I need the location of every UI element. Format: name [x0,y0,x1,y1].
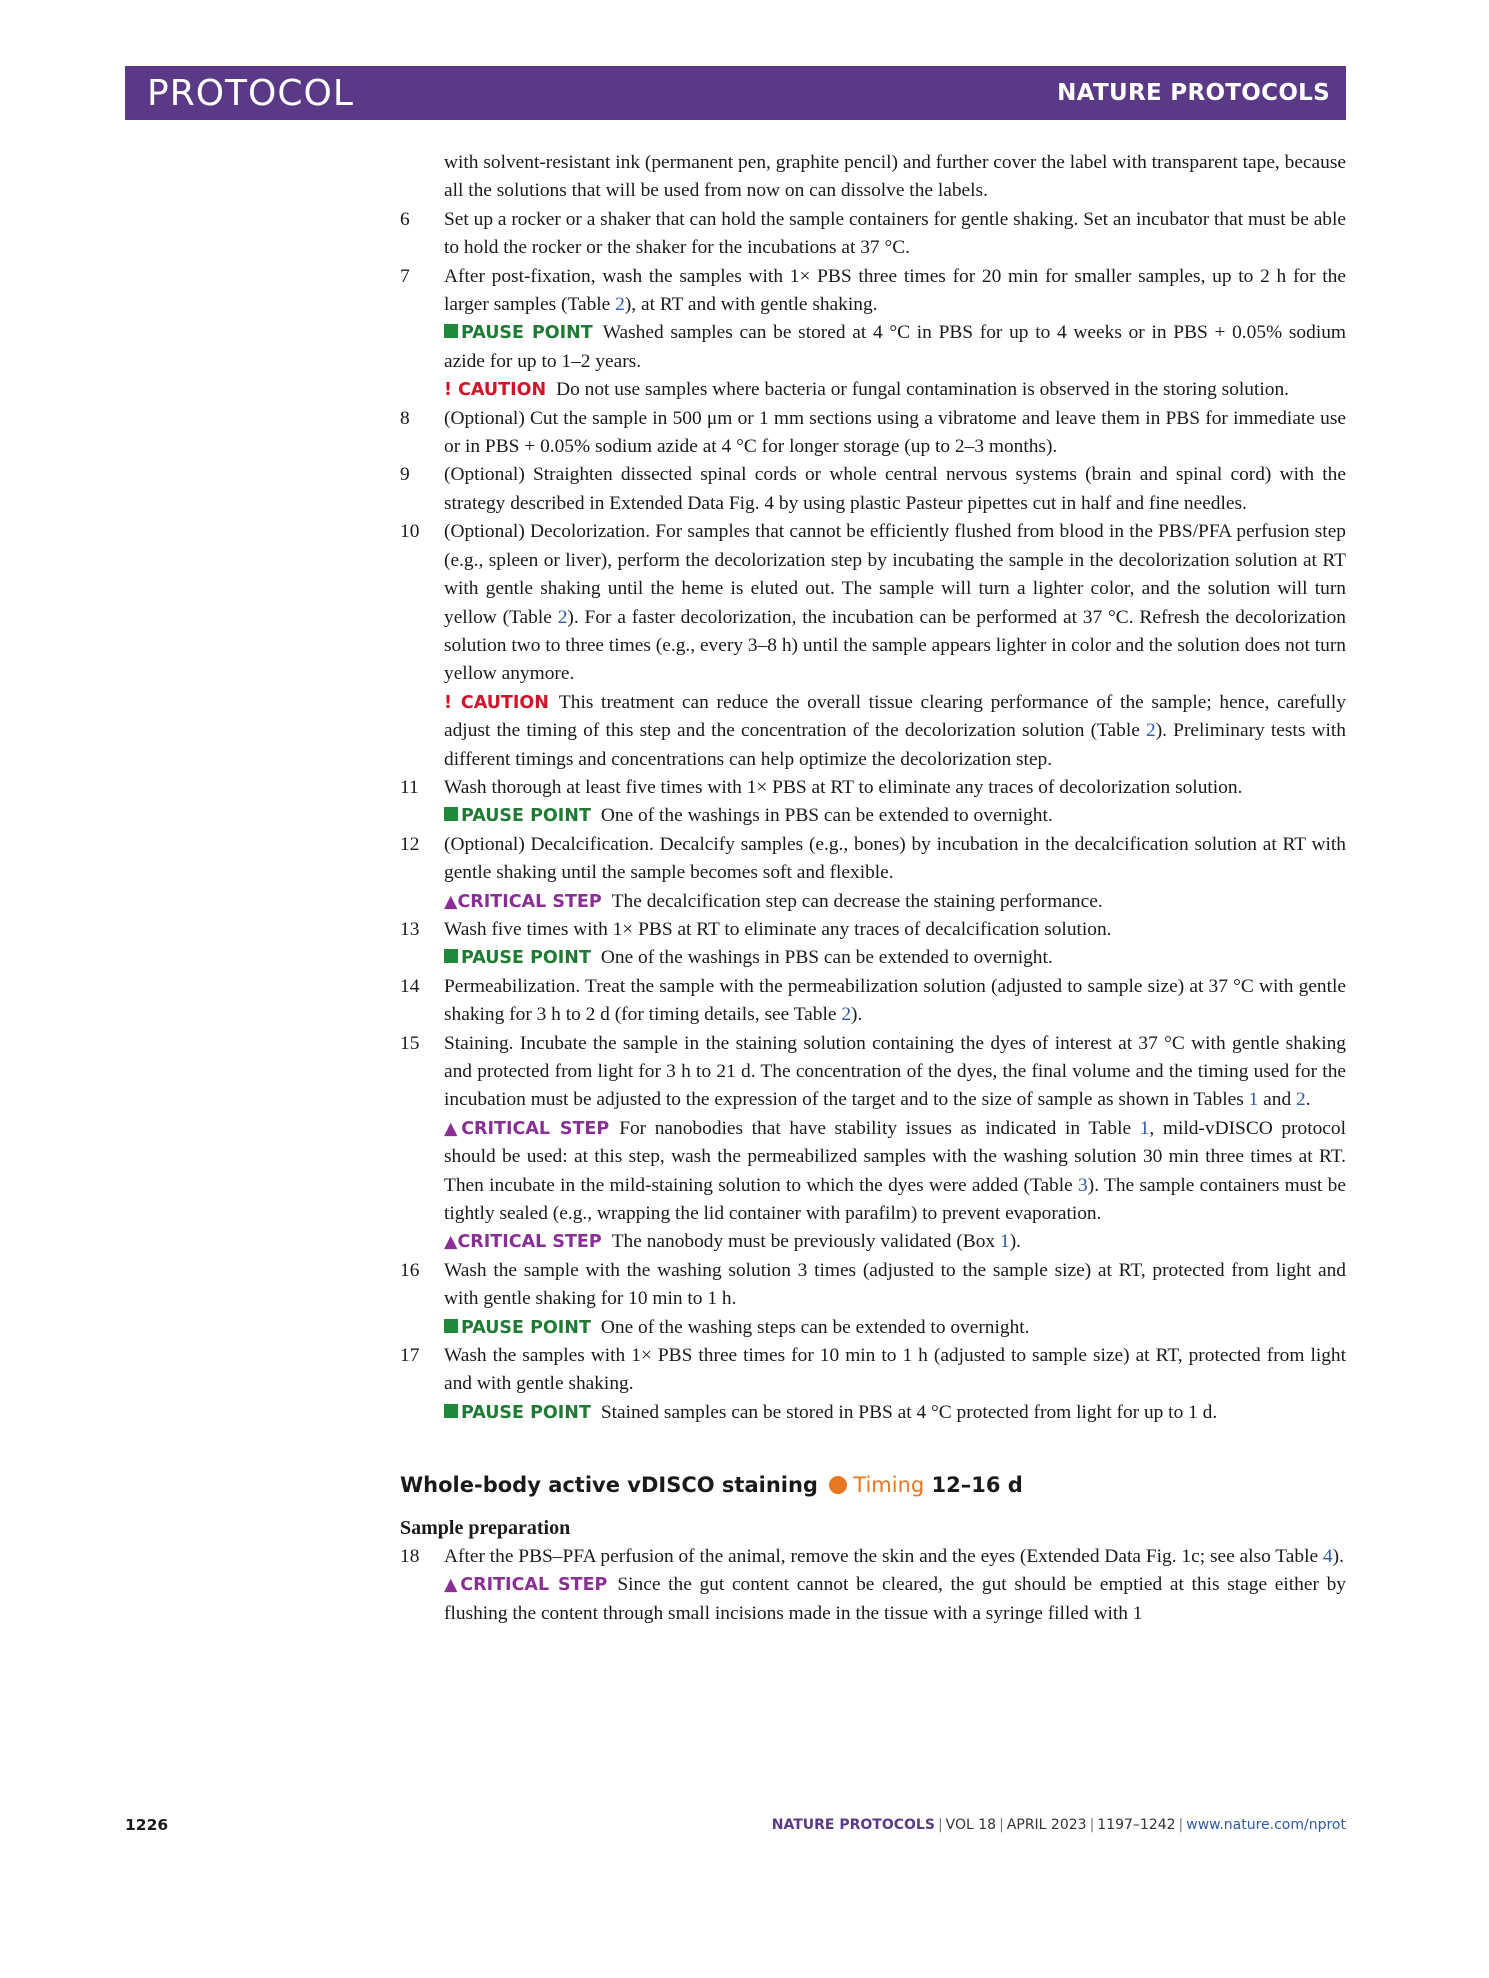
timing-label: Timing [853,1473,925,1498]
critical-step-note: ▲CRITICAL STEP Since the gut content cannot be cleared, the gut should be emptied at this stage either by flushing the content through small incisions made in the tissue with a syringe filled with 1 [444,1574,1346,1624]
sub-heading: Sample preparation [400,1517,571,1540]
step-number: 6 [400,208,410,230]
critical-step-label: ▲CRITICAL STEP [444,1575,608,1596]
step-number: 7 [400,265,410,287]
step-text: (Optional) Straighten dissected spinal cords or whole central nervous systems (brain and spinal cord) with the strategy described in Extended Data Fig. 4 by using plastic Pasteur pipettes cut in half and fine needles. [444,464,1346,514]
pause-square-icon [444,1319,458,1333]
step-15 [400,1030,1346,1115]
step-text: Wash five times with 1× PBS at RT to eliminate any traces of decalcification solution. [444,918,1112,940]
step-text: (Optional) Decolorization. For samples that cannot be efficiently flushed from blood in the PBS/PFA perfusion step (e.g., spleen or liver), perform the decolorization step by incubating the sample in the decolorization solution at RT with gentle shaking until the heme is eluted out. The sample will turn a lighter color, and the solution will turn yellow (Table 2). For a faster decolorization, the incubation can be performed at 37 °C. Refresh the decolorization solution two to three times (e.g., every 3–8 h) until the sample appears lighter in color and the solution does not turn yellow anymore. [444,521,1346,685]
step-12 [400,831,1346,888]
pause-point-note: PAUSE POINT One of the washing steps can be extended to overnight. [400,1314,1346,1342]
step-7 [400,263,1346,320]
footer-date: APRIL 2023 [1006,1817,1087,1833]
step-text: (Optional) Cut the sample in 500 μm or 1 mm sections using a vibratome and leave them in PBS for immediate use or in PBS + 0.05% sodium azide at 4 °C for longer storage (up to 2–3 months). [444,407,1346,458]
step-text: Wash the sample with the washing solution 3 times (adjusted to the sample size) at RT, protected from light and with gentle shaking for 10 min to 1 h. [444,1259,1346,1310]
footer-pages: 1197–1242 [1097,1817,1176,1833]
table-ref-link[interactable]: 2 [1146,720,1156,742]
critical-step-note: ▲CRITICAL STEP The nanobody must be previously validated (Box 1). [444,1231,1021,1253]
critical-step-note: ▲CRITICAL STEP The decalcification step can decrease the staining performance. [444,890,1103,912]
caution-label: ! CAUTION [444,692,549,713]
page-number: 1226 [125,1816,169,1834]
table-ref-link[interactable]: 4 [1322,1545,1333,1567]
timing-dot-icon [829,1476,847,1494]
step-text: Wash thorough at least five times with 1× PBS at RT to eliminate any traces of decolorization solution. [444,776,1243,798]
section-heading [400,1470,1346,1500]
step-17 [400,1342,1346,1399]
footer-citation: NATURE PROTOCOLS | VOL 18 | APRIL 2023 | 1197–1242 | www.nature.com/nprot [771,1817,1346,1833]
critical-step-label: ▲CRITICAL STEP [444,1232,602,1253]
step-9 [400,461,1346,518]
step-text: After post-fixation, wash the samples with 1× PBS three times for 20 min for smaller samples, up to 2 h for the larger samples (Table 2), at RT and with gentle shaking. [444,265,1346,316]
critical-step-label: ▲CRITICAL STEP [444,1118,610,1139]
pause-point-label: PAUSE POINT [444,323,593,343]
journal-url-link[interactable]: www.nature.com/nprot [1186,1817,1346,1833]
step-number: 13 [400,918,420,940]
footer-journal: NATURE PROTOCOLS [771,1817,935,1833]
step-continuation: with solvent-resistant ink (permanent pen, graphite pencil) and further cover the label with transparent tape, because all the solutions that will be used from now on can dissolve the labels. [444,152,1346,202]
step-18 [400,1543,1346,1571]
step-number: 10 [400,521,420,543]
table-ref-link[interactable]: 2 [841,1004,852,1026]
pause-point-label: PAUSE POINT [444,948,591,968]
step-text: (Optional) Decalcification. Decalcify samples (e.g., bones) by incubation in the decalcification solution at RT with gentle shaking until the sample becomes soft and flexible. [444,833,1346,884]
journal-name-header: NATURE PROTOCOLS [1057,80,1330,106]
table-ref-link[interactable]: 3 [1078,1174,1088,1196]
section-type-label: PROTOCOL [147,72,354,114]
table-ref-link[interactable]: 2 [615,294,625,316]
step-6 [400,206,1346,263]
timing-value: 12–16 d [931,1473,1023,1498]
step-text: Staining. Incubate the sample in the staining solution containing the dyes of interest at 37 °C with gentle shaking and protected from light for 3 h to 21 d. The concentration of the dyes, the final volume and the timing used for the incubation must be adjusted to the expression of the target and to the size of sample as shown in Tables 1 and 2. [444,1032,1346,1111]
caution-note: ! CAUTION Do not use samples where bacteria or fungal contamination is observed in the storing solution. [444,379,1290,401]
section-title: Whole-body active vDISCO staining [400,1473,818,1498]
step-text: Permeabilization. Treat the sample with the permeabilization solution (adjusted to sample size) at 37 °C with gentle shaking for 3 h to 2 d (for timing details, see Table 2). [444,975,1346,1026]
caution-note: ! CAUTION This treatment can reduce the overall tissue clearing performance of the sample; hence, carefully adjust the timing of this step and the concentration of the decolorization solution (Table 2). Preliminary tests with different timings and concentrations can help optimize the decolorization step. [444,691,1347,770]
step-number: 18 [400,1545,420,1567]
step-number: 12 [400,833,420,855]
step-number: 8 [400,407,410,429]
step-number: 14 [400,975,420,997]
pause-point-note: PAUSE POINT One of the washings in PBS can be extended to overnight. [400,944,1346,972]
table-ref-link[interactable]: 1 [1248,1089,1259,1111]
table-ref-link[interactable]: 2 [1296,1089,1306,1111]
step-number: 16 [400,1259,420,1281]
step-text: Wash the samples with 1× PBS three times for 10 min to 1 h (adjusted to sample size) at RT, protected from light and with gentle shaking. [444,1345,1346,1395]
step-8 [400,405,1346,462]
box-ref-link[interactable]: 1 [999,1231,1010,1253]
table-ref-link[interactable]: 1 [1139,1117,1150,1139]
critical-step-note: ▲CRITICAL STEP For nanobodies that have stability issues as indicated in Table 1, mild-vDISCO protocol should be used: at this step, wash the permeabilized samples with the washing solution 30 min three times at RT. Then incubate in the mild-staining solution to which the dyes were added (Table 3). The sample containers must be tightly sealed (e.g., wrapping the lid container with parafilm) to prevent evaporation. [444,1117,1346,1225]
table-ref-link[interactable]: 2 [557,606,568,628]
pause-point-label: PAUSE POINT [444,1403,591,1423]
step-number: 9 [400,464,410,486]
step-number: 15 [400,1032,420,1054]
step-text: Set up a rocker or a shaker that can hold the sample containers for gentle shaking. Set an incubator that must be able to hold the rocker or the shaker for the incubations at 37 °C. [444,208,1346,259]
step-number: 11 [400,776,419,798]
step-14 [400,973,1346,1030]
step-13 [400,916,1346,944]
step-16 [400,1257,1346,1314]
step-text: After the PBS–PFA perfusion of the animal, remove the skin and the eyes (Extended Data Fig. 1c; see also Table 4). [444,1545,1344,1567]
pause-point-note: PAUSE POINT One of the washings in PBS can be extended to overnight. [400,802,1346,830]
step-11 [400,774,1346,802]
pause-square-icon [444,807,458,821]
pause-point-label: PAUSE POINT [444,806,591,826]
critical-step-label: ▲CRITICAL STEP [444,891,602,912]
article-body [400,149,1346,1628]
pause-square-icon [444,949,458,963]
pause-point-note: PAUSE POINT Washed samples can be stored at 4 °C in PBS for up to 4 weeks or in PBS + 0.05% sodium azide for up to 1–2 years. [444,322,1346,372]
pause-square-icon [444,324,458,338]
step-10 [400,518,1346,688]
pause-point-note: PAUSE POINT Stained samples can be stored in PBS at 4 °C protected from light for up to 1 d. [400,1399,1346,1427]
header-banner [125,66,1346,120]
caution-label: ! CAUTION [444,380,547,401]
pause-point-label: PAUSE POINT [444,1318,591,1338]
footer-volume: VOL 18 [945,1817,997,1833]
step-number: 17 [400,1345,420,1367]
pause-square-icon [444,1404,458,1418]
